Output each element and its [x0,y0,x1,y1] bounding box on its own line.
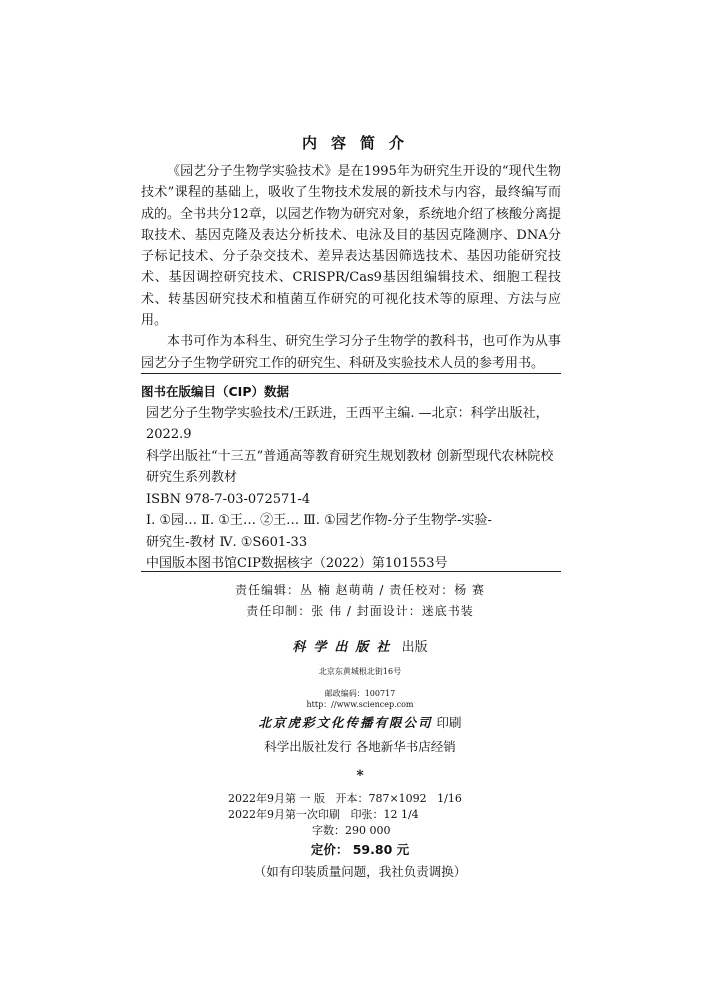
editor-credits: 责任编辑：丛 楠 赵萌萌 / 责任校对：杨 赛 [234,583,486,597]
publisher-line [0,636,720,655]
quality-note: （如有印装质量问题，我社负责调换） [253,864,467,879]
cip-heading: 图书在版编目（CIP）数据 [141,384,289,399]
summary-paragraph-1: 《园艺分子生物学实验技术》是在1995年为研究生开设的“现代生物技术”课程的基础上，吸收了生物技术发展的新技术与内容，最终编写而成的。全书共分12章，以园艺作物为研究对象，系统地介绍了核酸分离提取技术、基因克隆及表达分析技术、电泳及目的基因克隆测序、DNA分子标记技术、分子杂交技术、差异表达基因筛选技术、基因功能研究技术、基因调控研究技术、CRISPR/Cas9基因组编辑技术、细胞工程技术、转基因研究技术和植菌互作研究的可视化技术等的原理、方法与应用。 [141,164,561,329]
publisher-url: http：//www.sciencep.com [306,700,414,709]
cip-line: 2022.9 [146,427,192,442]
summary-title: 内容简介 [301,134,418,152]
printer-line [0,713,720,731]
cip-line: 研究生系列教材 [146,470,238,485]
distribution-line: 科学出版社发行 各地新华书店经销 [264,739,456,754]
cip-line: 中国版本图书馆CIP数据核字（2022）第101553号 [146,556,448,571]
price: 定价： 59.80 元 [310,842,410,857]
summary-body [141,161,561,374]
publisher-suffix: 出版 [401,640,428,655]
cip-line: ISBN 978-7-03-072571-4 [146,491,311,507]
cip-top-rule [141,373,561,374]
cip-line: 科学出版社“十三五”普通高等教育研究生规划教材 创新型现代农林院校 [146,448,554,464]
printer-suffix: 印刷 [436,715,462,730]
edition-row: 2022年9月第 一 版 开本：787×1092 1/16 [228,792,462,805]
summary-paragraph-2: 本书可作为本科生、研究生学习分子生物学的教科书，也可作为从事园艺分子生物学研究工作的研究生、科研及实验技术人员的参考用书。 [141,334,561,371]
edition-row: 字数：290 000 [312,824,391,837]
cip-line: 园艺分子生物学实验技术/王跃进，王西平主编. —北京：科学出版社， [146,405,549,421]
publisher-logo: 科学出版社 [292,640,398,655]
publisher-postcode: 邮政编码：100717 [324,689,396,698]
edition-info [228,791,528,839]
production-credits: 责任印制：张 伟 / 封面设计：迷底书装 [246,604,474,618]
cip-block [141,381,561,575]
cip-line: Ⅰ. ①园… Ⅱ. ①王… ②王… Ⅲ. ①园艺作物-分子生物学-实验- [146,513,492,528]
separator-star: * [356,768,364,784]
printer-logo: 北京虎彩文化传播有限公司 [258,715,433,730]
publisher-address: 北京东黄城根北街16号 [318,667,402,676]
cip-bottom-rule [141,571,561,572]
credits [0,580,720,622]
cip-line: 研究生-教材 Ⅳ. ①S601-33 [146,534,308,550]
edition-row: 2022年9月第一次印刷 印张：12 1/4 [228,808,419,821]
